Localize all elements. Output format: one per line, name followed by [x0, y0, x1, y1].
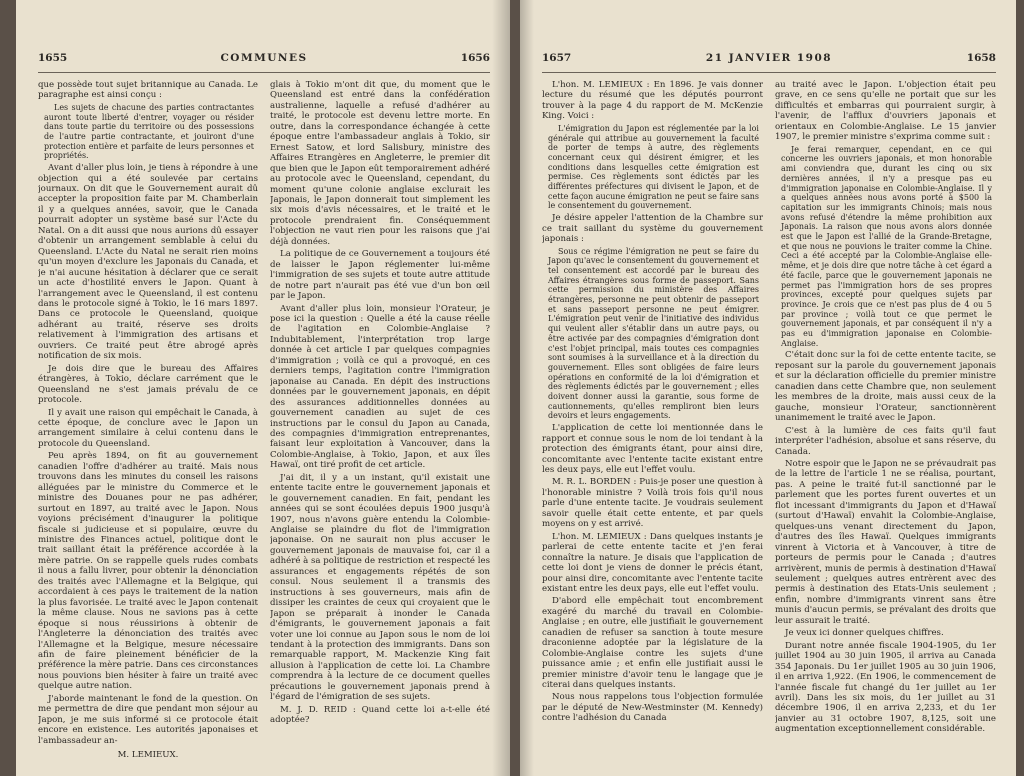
quoted-paragraph: Les sujets de chacune des parties contractantes auront toute liberté d'entrer, voyager ou résider dans toute partie du territoire ou des possessions de l'autre partie contractante, et jouiront d'une protection entière et parfaite de leurs personnes et propriétés. [44, 102, 254, 161]
paragraph: La politique de ce Gouvernement a toujours été de laisser le Japon réglementer lui-même l'immigration de ses sujets et toute autre attitude de notre part n'aurait pas été vue d'un bon œil par le Japon. [270, 249, 490, 302]
paragraph: Il y avait une raison qui empêchait le Canada, à cette époque, de conclure avec le Japon un arrangement similaire à celui contenu dans le protocole du Queensland. [38, 407, 258, 449]
left-page [16, 0, 510, 776]
paragraph: L'hon. M. LEMIEUX : Dans quelques instants je parlerai de cette entente tacite et j'en ferai connaître la nature. Je disais que l'application de cette loi dont je viens de donner le précis étant, pour ainsi dire, concomitante avec l'entente tacite existant entre les deux pays, elle eut l'effet voulu. [542, 531, 763, 594]
paragraph: C'était donc sur la foi de cette entente tacite, se reposant sur la parole du gouvernement japonais et sur la déclaration officielle du premier ministre canadien dans cette Chambre que, non seulement les membres de la droite, mais aussi ceux de la gauche, monsieur l'Orateur, sanctionnèrent unanimement le traité avec le Japon. [775, 350, 996, 424]
paragraph: Notre espoir que le Japon ne se prévaudrait pas de la lettre de l'article 1 ne se réalisa, pourtant, pas. A peine le traité fut-il sanctionné par le parlement que les portes furent ouvertes et un flot incessant d'immigrants du Japon et d'Hawaï (surtout d'Hawaï) envahit la Colombie-Anglaise, quelques-uns venant directement du Japon, d'autres des îles Hawaï. Quelques immigrants vinrent à Victoria et à Vancouver, à titre de porteurs de permis pour le Canada ; d'autres arrivèrent, munis de permis à destination d'Hawaï seulement ; quelques autres entrèrent avec des permis à destination des Etats-Unis seulement ; enfin, nombre d'immigrants vinrent sans être munis d'aucun permis, se prévalant des droits que leur assurait le traité. [775, 459, 996, 626]
page-number-right: 1658 [966, 52, 996, 64]
paragraph: J'ai dit, il y a un instant, qu'il existait une entente tacite entre le gouvernement japonais et le gouvernement canadien. En fait, pendant les années qui se sont écoulées depuis 1900 jusqu'à 1907, nous n'avons guère entendu la Colombie-Anglaise se plaindre du flot de l'immigration japonaise. On ne saurait non plus accuser le gouvernement japonais de mauvaise foi, car il a adhéré à sa politique de restriction et respecté les assurances et engagements répétés de son consul. Nous seulement il a transmis des instructions à ses gouverneurs, mais afin de dissiper les craintes de ceux qui croyaient que le Japon se préparait à inonder le Canada d'émigrants, le gouvernement japonais a fait voter une loi connue au Japon sous le nom de loi tendant à la protection des immigrants. Dans son remarquable rapport, M. Mackenzie King fait allusion à l'application de cette loi. La Chambre comprendra à la lecture de ce document quelles précautions le gouvernement japonais prend à l'égard de l'émigration de ses sujets. [270, 472, 490, 703]
paragraph: glais à Tokio m'ont dit que, du moment que le Queensland est entré dans la confédération australienne, laquelle a refusé d'adhérer au traité, le protocole est devenu lettre morte. En outre, dans la correspondance échangée à cette époque entre l'ambassadeur anglais à Tokio, sir Ernest Satow, et lord Salisbury, ministre des Affaires Etrangères en Angleterre, le premier dit que bien que le Japon eût temporairement adhéré au protocole avec le Queensland, cependant, du moment qu'une colonie anglaise exclurait les Japonais, le Japon donnerait tout simplement les six mois d'avis nécessaires, et le traité et le protocole prendraient fin. Conséquemment l'objection ne vaut rien pour les raisons que j'ai déjà données. [270, 80, 490, 247]
paragraph: M. R. L. BORDEN : Puis-je poser une question à l'honorable ministre ? Voilà trois fois qu'il nous parle d'une entente tacite. Je voudrais seulement savoir quelle était cette entente, et par quels moyens on y est arrivé. [542, 477, 763, 530]
text-column [38, 80, 258, 768]
paragraph: L'hon. M. LEMIEUX : En 1896. Je vais donner lecture du résumé que les députés pourront trouver à la page 4 du rapport de M. McKenzie King. Voici : [542, 80, 763, 122]
right-page [520, 0, 1016, 776]
paragraph: J'aborde maintenant le fond de la question. On me permettra de dire que pendant mon séjour au Japon, je me suis informé si ce protocole était encore en existence. Les autorités japonaises et l'ambassadeur an- [38, 693, 258, 746]
paragraph: Nous nous rappelons tous l'objection formulée par le député de New-Westminster (M. Kennedy) contre l'adhésion du Canada [542, 692, 763, 724]
page-number-right: 1656 [460, 52, 490, 64]
paragraph: Je désire appeler l'attention de la Chambre sur ce trait saillant du système du gouvernement japonais : [542, 213, 763, 245]
paragraph: Je dois dire que le bureau des Affaires étrangères, à Tokio, déclare carrément que le Queensland ne s'est jamais prévalu de ce protocole. [38, 363, 258, 406]
quoted-paragraph: Sous ce régime l'émigration ne peut se faire du Japon qu'avec le consentement du gouvernement et tel consentement est accordé par le bureau des Affaires étrangères sous forme de passeport. Sans cette permission du ministère des Affaires étrangères, personne ne peut obtenir de passeport et sans passeport personne ne peut émigrer. L'émigration peut venir de l'initiative des individus qui veulent aller s'établir dans un autre pays, ou être activée par des compagnies d'émigration dont c'est l'objet principal, mais toutes ces compagnies sont soumises à la surveillance et à la direction du gouvernement. Elles sont obligées de faire leurs opérations en conformité de la loi d'émigration et des règlements édictés par le gouvernement ; elles doivent donner aussi la garantie, sous forme de cautionnements, qu'elles rempliront bien leurs devoirs et leurs engagements. [548, 246, 759, 421]
paragraph: que possède tout sujet britannique au Canada. Le paragraphe est ainsi conçu : [38, 80, 258, 101]
text-column [542, 80, 763, 768]
paragraph: Peu après 1894, on fit au gouvernement canadien l'offre d'adhérer au traité. Mais nous trouvons dans les minutes du conseil les raisons alléguées par le ministre du Commerce et le ministre des Douanes pour ne pas adhérer, surtout en 1897, au traité avec le Japon. Nous voyions précisément d'inaugurer la politique fiscale si judicieuse et si populaire, œuvre du ministre des Finances actuel, politique dont le trait saillant était la préférence accordée à la mère patrie. On se rappelle quels rudes combats il nous a fallu livrer, pour obtenir la dénonciation des traités avec l'Allemagne et la Belgique, qui accordaient à ces pays le traitement de la nation la plus favorisée. Le traité avec le Japon contenait la même clause. Nous ne savions pas à cette époque si nous réussirions à obtenir de l'Angleterre la dénonciation des traités avec l'Allemagne et la Belgique, mesure nécessaire afin de faire pleinement bénéficier de la préférence la mère patrie. Dans ces circonstances nous pouvions bien hésiter à faire un traité avec quelque autre nation. [38, 451, 258, 692]
page-number-left: 1655 [38, 52, 68, 64]
paragraph: Je veux ici donner quelques chiffres. [785, 628, 944, 639]
paragraph: L'application de cette loi mentionnée dans le rapport et connue sous le nom de loi tendant à la protection des émigrants étant, pour ainsi dire, concomitante avec l'entente tacite existant entre les deux pays, elle eut l'effet voulu. [542, 423, 763, 475]
paragraph: au traité avec le Japon. L'objection était peu grave, en ce sens qu'elle ne portait que sur les difficultés et embarras qui pourraient surgir, à l'avenir, de l'afflux d'ouvriers japonais et orientaux en Colombie-Anglaise. Le 15 janvier 1907, le premier ministre s'exprima comme suit : [775, 80, 996, 143]
running-head: 21 JANVIER 1908 [705, 52, 833, 64]
text-column [775, 80, 996, 768]
paragraph: Avant d'aller plus loin, monsieur l'Orateur, je pose ici la question : Quelle a été la cause réelle de l'agitation en Colombie-Anglaise ? Indubitablement, l'interprétation trop large donnée à cet article I par quelques compagnies d'immigration ; voilà ce qui a provoqué, en ces derniers temps, l'agitation contre l'immigration japonaise au Canada. En dépit des instructions données par le gouvernement japonais, en dépit des assurances additionnelles données au gouvernement canadien au sujet de ces instructions par le consul du Japon au Canada, des compagnies d'immigration entreprenantes, faisant leur exploitation à Vancouver, dans la Colombie-Anglaise, à Tokio, Japon, et aux îles Hawaï, ont tiré profit de cet article. [270, 303, 490, 471]
quoted-paragraph: L'émigration du Japon est réglementée par la loi générale qui attribue au gouvernement la faculté de porter de temps à autre, des règlements concernant ceux qui désirent émigrer, et les conditions dans lesquelles cette émigration est permise. Ces règlements sont édictés par les différentes préfectures qui divisent le Japon, et de cette façon aucune émigration ne peut se faire sans le consentement du gouvernement. [548, 123, 759, 211]
speaker-signature: M. LEMIEUX. [117, 750, 179, 761]
quoted-paragraph: Je ferai remarquer, cependant, en ce qui concerne les ouvriers japonais, et mon honorable ami conviendra que, durant les cinq ou six dernières années, il n'y a presque pas eu d'immigration japonaise en Colombie-Anglaise. Il y a quelques années nous avons porté à $500 la capitation sur les immigrants Chinois; mais nous avons refusé d'étendre la même prohibition aux Japonais. La raison que nous avons alors donnée est que le Japon est l'allié de la Grande-Bretagne, et que nous ne pouvions le traiter comme la Chine. Ceci a été accepté par la Colombie-Anglaise elle-même, et je dois dire que notre tâche à cet égard a été facile, parce que le gouvernement japonais ne permet pas l'immigration hors de ses propres provinces, excepté pour quelques sujets par province. Je crois que ce n'est pas plus de 4 ou 5 par province ; voilà tout ce que permet le gouvernement japonais, et par conséquent il n'y a pas eu d'immigration japonaise en Colombie-Anglaise. [781, 144, 992, 348]
page-number-left: 1657 [542, 52, 572, 64]
paragraph: Durant notre année fiscale 1904-1905, du 1er juillet 1904 au 30 juin 1905, il arriva au Canada 354 Japonais. Du 1er juillet 1905 au 30 juin 1906, il en arriva 1,922. (En 1906, le commencement de l'année fiscale fut changé du 1er juillet au 1er avril). Dans les six mois, du 1er juillet au 31 décembre 1906, il en arriva 2,233, et du 1er janvier au 31 octobre 1907, 8,125, soit une augmentation exceptionnellement considérable. [775, 640, 996, 735]
paragraph: D'abord elle empêchait tout encombrement exagéré du marché du travail en Colombie-Anglaise ; en outre, elle justifiait le gouvernement canadien de refuser sa sanction à toute mesure draconienne adoptée par la législature de la Colombie-Anglaise contre les sujets d'une puissance amie ; et enfin elle justifiait aussi le premier ministre d'avoir tenu le langage que je citerai dans quelques instants. [542, 596, 763, 691]
running-head: COMMUNES [220, 52, 308, 64]
paragraph: M. J. D. REID : Quand cette loi a-t-elle été adoptée? [270, 704, 490, 726]
text-column [270, 80, 490, 768]
paragraph: C'est à la lumière de ces faits qu'il faut interpréter l'adhésion, absolue et sans réserve, du Canada. [775, 425, 996, 457]
paragraph: Avant d'aller plus loin, je tiens à répondre à une objection qui a été soulevée par certains journaux. On dit que le Gouvernement aurait dû accepter la proposition faite par M. Chamberlain il y a quelques années, savoir, que le Canada pourrait adopter un système basé sur l'Acte du Natal. On a dit aussi que nous aurions dû essayer d'obtenir un arrangement semblable à celui du Queensland. L'Acte du Natal ne serait rien moins qu'un moyen d'exclure les Japonais du Canada, et je n'ai aucune hésitation à déclarer que ce serait un acte d'hostilité envers le Japon. Quant à l'arrangement avec le Queensland, il est contenu dans le protocole signé à Tokio, le 16 mars 1897. Dans ce protocole le Queensland, quoique adhérant au traité, réserve ses droits relativement à l'immigration des artisans et ouvriers. Ce traité peut être abrogé après notification de six mois. [38, 163, 258, 362]
